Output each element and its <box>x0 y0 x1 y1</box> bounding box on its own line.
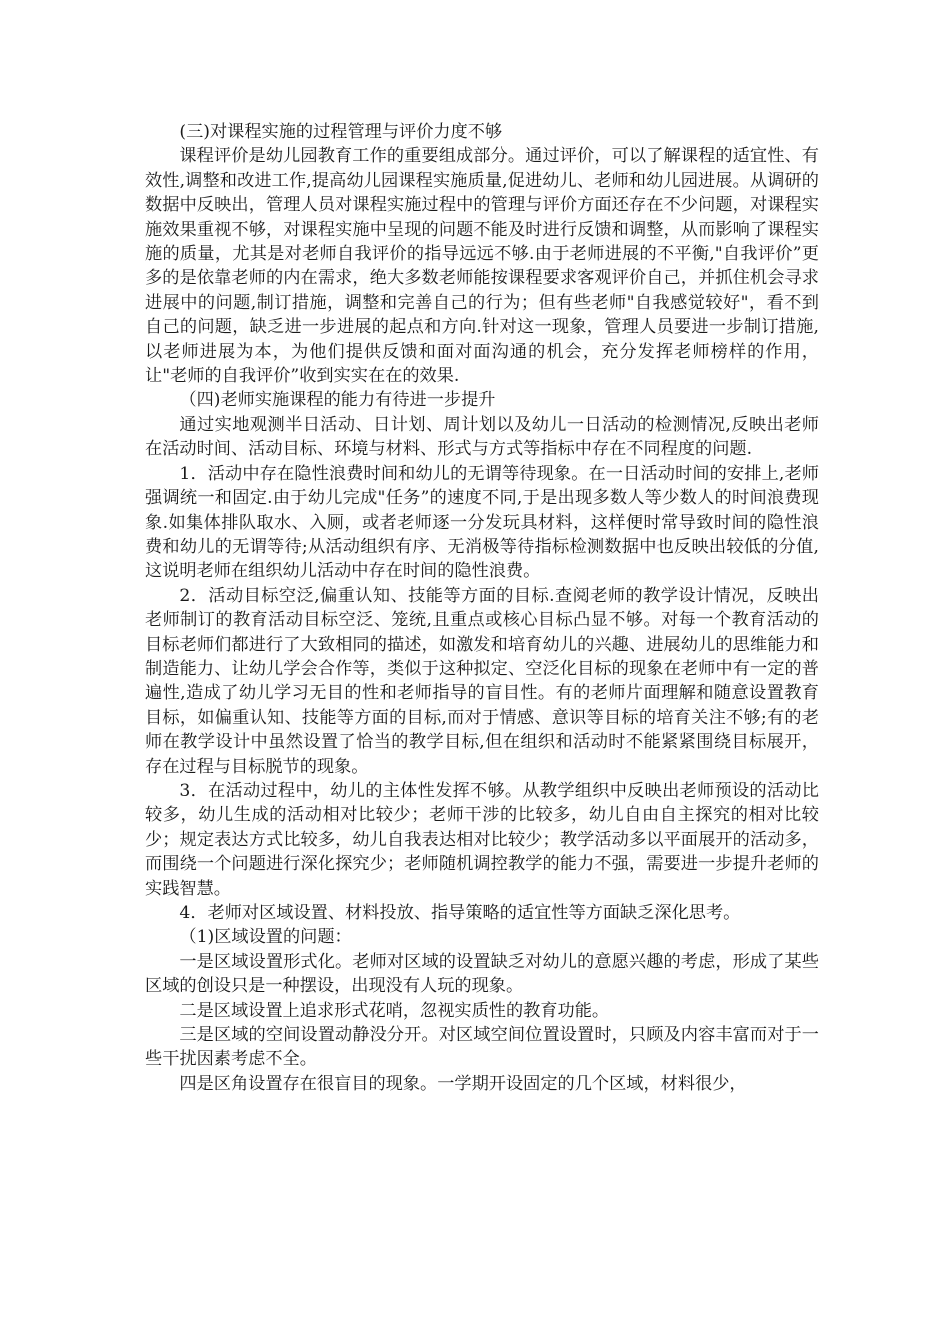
paragraph-item-1: 1．活动中存在隐性浪费时间和幼儿的无谓等待现象。在一日活动时间的安排上,老师强调统一和固定.由于幼儿完成"任务”的速度不同,于是出现多数人等少数人的时间浪费现象.如集体排队取水、入厕，或者老师逐一分发玩具材料，这样便时常导致时间的隐性浪费和幼儿的无谓等待;从活动组织有序、无消极等待指标检测数据中也反映出较低的分值,这说明老师在组织幼儿活动中存在时间的隐性浪费。 <box>145 463 819 582</box>
document-page <box>145 120 819 1096</box>
paragraph-observation: 通过实地观测半日活动、日计划、周计划以及幼儿一日活动的检测情况,反映出老师在活动时间、活动目标、环境与材料、形式与方式等指标中存在不同程度的问题. <box>145 414 819 460</box>
paragraph-region-1: 一是区域设置形式化。老师对区域的设置缺乏对幼儿的意愿兴趣的考虑，形成了某些区域的创设只是一种摆设，出现没有人玩的现象。 <box>145 951 819 997</box>
paragraph-region-4: 四是区角设置存在很盲目的现象。一学期开设固定的几个区域，材料很少， <box>179 1073 747 1094</box>
paragraph-item-3: 3．在活动过程中，幼儿的主体性发挥不够。从教学组织中反映出老师预设的活动比较多，幼儿生成的活动相对比较少；老师干涉的比较多，幼儿自由自主探究的相对比较少；规定表达方式比较多，幼儿自我表达相对比较少；教学活动多以平面展开的活动多，而围绕一个问题进行深化探究少；老师随机调控教学的能力不强，需要进一步提升老师的实践智慧。 <box>145 780 819 899</box>
paragraph-item-2: 2．活动目标空泛,偏重认知、技能等方面的目标.查阅老师的教学设计情况，反映出老师制订的教育活动目标空泛、笼统,且重点或核心目标凸显不够。对每一个教育活动的目标老师们都进行了大致相同的描述，如激发和培育幼儿的兴趣、进展幼儿的思维能力和制造能力、让幼儿学会合作等，类似于这种拟定、空泛化目标的现象在老师中有一定的普遍性,造成了幼儿学习无目的性和老师指导的盲目性。有的老师片面理解和随意设置教育目标，如偏重认知、技能等方面的目标,而对于情感、意识等目标的培育关注不够;有的老师在教学设计中虽然设置了恰当的教学目标,但在组织和活动时不能紧紧围绕目标展开，存在过程与目标脱节的现象。 <box>145 585 819 777</box>
section-heading-3: (三)对课程实施的过程管理与评价力度不够 <box>179 122 503 142</box>
section-heading-4: （四)老师实施课程的能力有待进一步提升 <box>179 390 496 411</box>
paragraph-region-2: 二是区域设置上追求形式花哨，忽视实质性的教育功能。 <box>179 1000 610 1021</box>
paragraph-region-3: 三是区域的空间设置动静没分开。对区域空间位置设置时，只顾及内容丰富而对于一些干扰因素考虑不全。 <box>145 1025 819 1070</box>
subheading-region-issues: （1)区域设置的问题： <box>179 927 352 948</box>
paragraph-evaluation: 课程评价是幼儿园教育工作的重要组成部分。通过评价，可以了解课程的适宜性、有效性,调整和改进工作,提高幼儿园课程实施质量,促进幼儿、老师和幼儿园进展。从调研的数据中反映出，管理人员对课程实施过程中的管理与评价方面还存在不少问题，对课程实施效果重视不够，对课程实施中呈现的问题不能及时进行反馈和调整，从而影响了课程实施的质量，尤其是对老师自我评价的指导远远不够.由于老师进展的不平衡,"自我评价”更多的是依靠老师的内在需求，绝大多数老师能按课程要求客观评价自己，并抓住机会寻求进展中的问题,制订措施，调整和完善自己的行为；但有些老师"自我感觉较好"，看不到自己的问题，缺乏进一步进展的起点和方向.针对这一现象，管理人员要进一步制订措施,以老师进展为本，为他们提供反馈和面对面沟通的机会，充分发挥老师榜样的作用，让"老师的自我评价”收到实实在在的效果. <box>145 146 819 387</box>
paragraph-item-4: 4．老师对区域设置、材料投放、指导策略的适宜性等方面缺乏深化思考。 <box>179 903 741 923</box>
